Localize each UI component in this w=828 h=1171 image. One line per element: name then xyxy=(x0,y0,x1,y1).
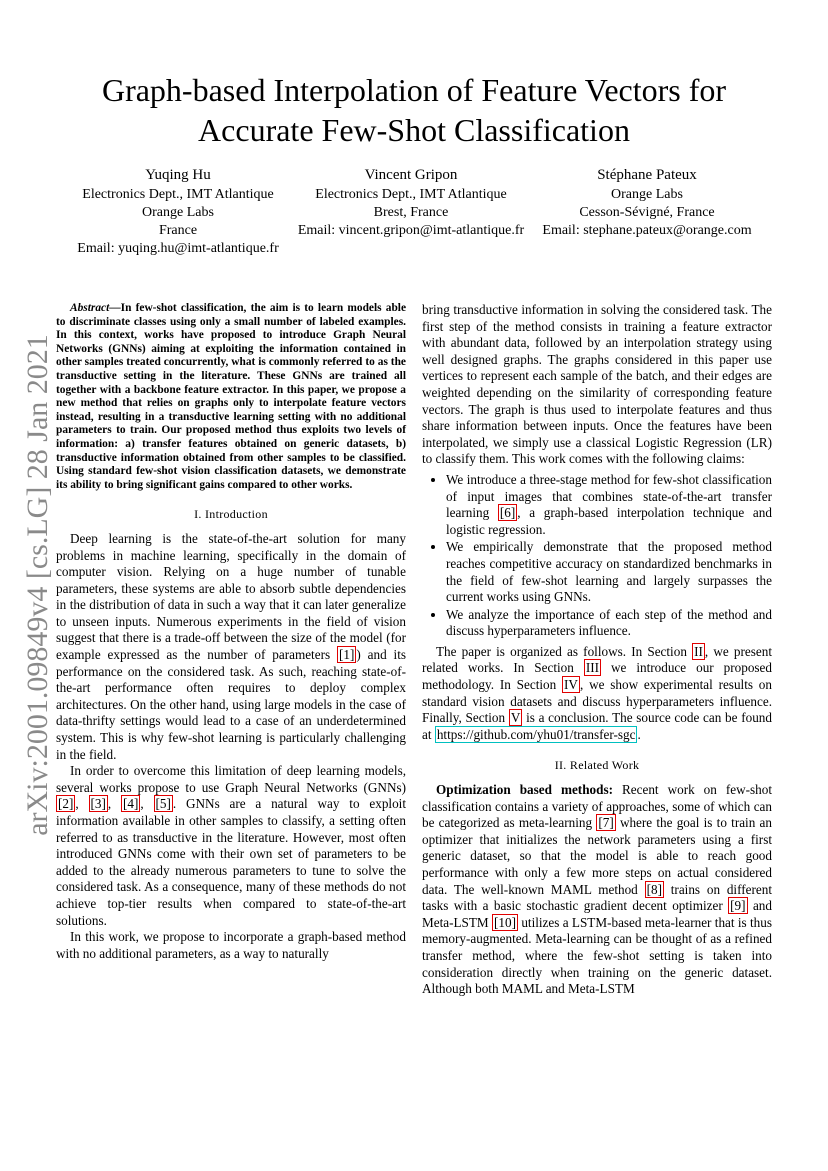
citation-link[interactable]: [2] xyxy=(58,796,74,812)
author-email: Email: yuqing.hu@imt-atlantique.fr xyxy=(77,241,279,256)
citation-link[interactable]: [4] xyxy=(123,796,139,812)
section-link[interactable]: IV xyxy=(564,677,578,693)
abstract-label: Abstract xyxy=(70,302,110,314)
citation-link[interactable]: [10] xyxy=(494,914,516,930)
author-affiliation: Orange Labs xyxy=(142,205,214,220)
intro-paragraph-3: In this work, we propose to incorporate a graph-based method with no additional parameters, as a way to naturally xyxy=(56,929,406,961)
section-heading-related-work: II. Related Work xyxy=(554,758,640,773)
citation-link[interactable]: [8] xyxy=(646,881,662,897)
list-item: • We empirically demonstrate that the proposed method reaches competitive accuracy on standardized benchmarks in the field of few-shot learning and largely surpasses the current works using GNNs. xyxy=(446,539,772,605)
citation-link[interactable]: [9] xyxy=(730,898,746,914)
author-affiliation: Orange Labs xyxy=(611,187,683,202)
citation-link[interactable]: [1] xyxy=(338,647,355,663)
paragraph-lead: Optimization based methods: xyxy=(436,782,613,798)
abstract xyxy=(56,302,406,492)
intro-paragraph-continued: bring transductive information in solving the considered task. The first step of the method consists in training a feature extractor with abundant data, followed by an interpolation strategy using well designed graphs. The graphs considered in this paper use vertices to represent each sample of the batch, and their edges are weighted depending on the similarity of corresponding feature vectors. The graph is thus used to interpolate features and thus share information between inputs. Once the features have been interpolated, we simply use a classical Logistic Regression (LR) to classify them. This work comes with the following claims: xyxy=(422,302,772,467)
left-column xyxy=(56,302,406,962)
right-column xyxy=(422,302,772,998)
section-link[interactable]: V xyxy=(510,710,521,726)
author-block-3 xyxy=(540,166,754,240)
author-name: Stéphane Pateux xyxy=(597,167,697,183)
author-affiliation: Brest, France xyxy=(373,205,449,220)
paper-title: Graph-based Interpolation of Feature Vectors for Accurate Few-Shot Classification xyxy=(101,72,727,148)
author-affiliation: Cesson-Sévigné, France xyxy=(579,205,715,220)
intro-paragraph-1: Deep learning is the state-of-the-art solution for many problems in machine learning, specifically in the domain of computer vision. Relying on a huge number of tunable parameters, these systems are able to absorb subtle dependencies in the distribution of data in such a way that it can later generalize to unseen inputs. Numerous experiments in the field of vision suggest that there is a trade-off between the size of the model (for example expressed as the number of parameters [1] ) and its performance on the considered task. As such, reaching state-of-the-art performance often requires to deploy complex architectures. On the other hand, using large models in the case of data-thrifty settings would lead to a case of an underdetermined system. This is why few-shot learning is particularly challenging in the field. xyxy=(56,530,406,762)
author-affiliation: Electronics Dept., IMT Atlantique xyxy=(315,187,507,202)
list-item: • We introduce a three-stage method for few-shot classification of input images that combines state-of-the-art transfer learning [6] , a graph-based interpolation technique and logistic regression. xyxy=(446,472,772,538)
author-block-1 xyxy=(76,166,280,258)
citation-link[interactable]: [5] xyxy=(155,796,171,812)
citation-link[interactable]: [3] xyxy=(90,796,106,812)
claims-list xyxy=(422,472,772,640)
author-affiliation: Electronics Dept., IMT Atlantique xyxy=(82,187,274,202)
author-name: Vincent Gripon xyxy=(364,167,458,183)
author-email: Email: vincent.gripon@imt-atlantique.fr xyxy=(297,223,525,238)
citation-link[interactable]: [6] xyxy=(499,505,516,521)
citation-link[interactable]: [7] xyxy=(598,815,614,831)
author-block-2 xyxy=(294,166,528,240)
list-item: • We analyze the importance of each step of the method and discuss hyperparameters influence. xyxy=(446,607,772,640)
author-affiliation: France xyxy=(158,223,198,238)
section-link[interactable]: III xyxy=(585,660,600,676)
abstract-text: —In few-shot classification, the aim is to learn models able to discriminate classes using only a small number of labeled examples. In this context, works have proposed to introduce Graph Neural Networks (GNNs) aiming at exploiting the information contained in other samples treated concurrently, what is commonly referred to as the transductive setting in the literature. These GNNs are trained all together with a backbone feature extractor. In this paper, we propose a new method that relies on graphs only to interpolate feature vectors instead, resulting in a transductive learning setting with no additional parameters to train. Our proposed method thus exploits two levels of information: a) transfer features obtained on generic datasets, b) transductive information obtained from other samples to be classified. Using standard few-shot vision classification datasets, we demonstrate its ability to bring significant gains compared to other works. xyxy=(56,302,406,491)
source-code-url-link[interactable]: https://github.com/yhu01/transfer-sgc xyxy=(436,726,636,742)
author-email: Email: stephane.pateux@orange.com xyxy=(542,223,752,238)
author-name: Yuqing Hu xyxy=(145,167,211,183)
intro-paragraph-2: In order to overcome this limitation of deep learning models, several works propose to use Graph Neural Networks (GNNs) [2] , [3] , [4] , [5] . GNNs are a natural way to exploit information available in other samples to classify, a setting often referred to as transductive in the literature. However, most often introduced GNNs come with their own set of parameters to be added to the already numerous parameters to tune to solve the considered task. As a consequence, many of these methods do not achieve top-tier results when compared to state-of-the-art solutions. xyxy=(56,763,406,928)
related-work-paragraph: Optimization based methods: Recent work on few-shot classification contains a variety of approaches, some of which can be categorized as meta-learning [7] where the goal is to train an optimizer that initializes the network parameters using a first generic dataset, so that the model is able to reach good performance with only a few more steps on actual considered data. The well-known MAML method [8] trains on different tasks with a basic stochastic gradient decent optimizer [9] and Meta-LSTM [10] utilizes a LSTM-based meta-learner that is thus memory-augmented. Meta-learning can be thought of as a refined transfer method, where the few-shot setting is taken into consideration directly when training on the generic dataset. Although both MAML and Meta-LSTM xyxy=(422,782,772,997)
section-heading-introduction: I. Introduction xyxy=(194,507,268,522)
organization-paragraph: The paper is organized as follows. In Section II , we present related works. In Section III we introduce our proposed methodology. In Section IV , we show experimental results on standard vision datasets and discuss hyperparameters influence. Finally, Section V is a conclusion. The source code can be found at https://github.com/yhu01/transfer-sgc . xyxy=(422,643,772,742)
section-link[interactable]: II xyxy=(694,643,703,659)
